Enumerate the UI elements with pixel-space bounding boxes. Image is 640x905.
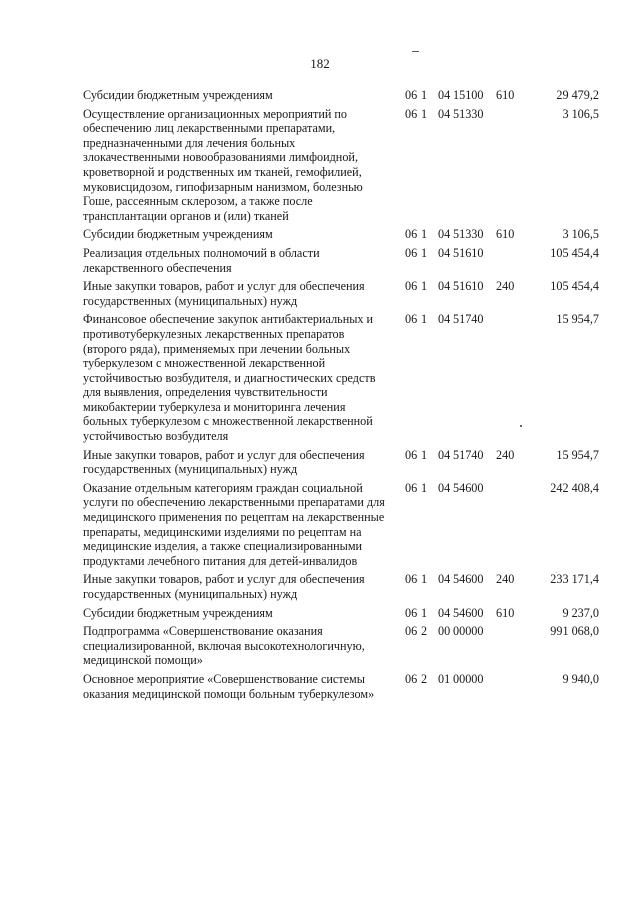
budget-table <box>83 88 599 705</box>
direction-code: 54600 <box>453 480 484 495</box>
subprogram-code: 1 <box>421 227 428 242</box>
program-code: 06 <box>405 671 418 686</box>
main-event-code: 04 <box>438 447 451 462</box>
row-amount: 3 106,5 <box>562 227 599 242</box>
table-row <box>83 88 599 103</box>
direction-code: 51610 <box>453 279 484 294</box>
main-event-code: 04 <box>438 605 451 620</box>
main-event-code: 04 <box>438 480 451 495</box>
subprogram-code: 2 <box>421 624 428 639</box>
table-row <box>83 481 599 569</box>
expense-type-code: 240 <box>496 447 515 462</box>
program-code: 06 <box>405 447 418 462</box>
row-name: Финансовое обеспечение закупок антибактериальных и противотуберкулезных лекарственных препаратов (второго ряда), применяемых при лечении больных туберкулезом с множественной лекарственной устойчивостью возбудителя, и диагностических средств для выявления, определения чувствительности микобактерии туберкулеза и мониторинга лечения больных туберкулезом с множественной лекарственной устойчивостью возбудителя <box>83 312 376 444</box>
table-row <box>83 279 599 308</box>
subprogram-code: 1 <box>421 447 428 462</box>
program-code: 06 <box>405 106 418 121</box>
table-row <box>83 672 599 701</box>
main-event-code: 04 <box>438 88 451 102</box>
row-name: Реализация отдельных полномочий в области лекарственного обеспечения <box>83 245 320 275</box>
direction-code: 51740 <box>453 312 484 327</box>
direction-code: 54600 <box>453 605 484 620</box>
direction-code: 54600 <box>453 572 484 587</box>
row-amount: 9 237,0 <box>562 605 599 620</box>
table-row <box>83 606 599 621</box>
table-row <box>83 448 599 477</box>
subprogram-code: 1 <box>421 312 428 327</box>
direction-code: 51330 <box>453 227 484 242</box>
row-name: Основное мероприятие «Совершенствование системы оказания медицинской помощи больным туберкулезом» <box>83 671 375 701</box>
row-name: Иные закупки товаров, работ и услуг для обеспечения государственных (муниципальных) нужд <box>83 279 365 308</box>
program-code: 06 <box>405 245 418 260</box>
expense-type-code: 240 <box>496 279 515 294</box>
table-row <box>83 227 599 242</box>
row-amount: 105 454,4 <box>550 245 599 260</box>
program-code: 06 <box>405 312 418 327</box>
scan-mark <box>412 51 419 52</box>
program-code: 06 <box>405 279 418 294</box>
row-amount: 15 954,7 <box>556 312 599 327</box>
subprogram-code: 1 <box>421 88 428 102</box>
expense-type-code: 610 <box>496 88 515 102</box>
row-name: Субсидии бюджетным учреждениям <box>83 605 273 620</box>
row-amount: 9 940,0 <box>562 671 599 686</box>
row-amount: 242 408,4 <box>550 480 599 495</box>
program-code: 06 <box>405 480 418 495</box>
subprogram-code: 1 <box>421 245 428 260</box>
main-event-code: 04 <box>438 572 451 587</box>
program-code: 06 <box>405 572 418 587</box>
row-amount: 15 954,7 <box>556 447 599 462</box>
expense-type-code: 610 <box>496 605 515 620</box>
row-name: Иные закупки товаров, работ и услуг для обеспечения государственных (муниципальных) нужд <box>83 572 365 601</box>
row-amount: 29 479,2 <box>556 88 599 102</box>
table-row <box>83 246 599 275</box>
row-name: Иные закупки товаров, работ и услуг для обеспечения государственных (муниципальных) нужд <box>83 447 365 477</box>
subprogram-code: 1 <box>421 572 428 587</box>
table-row <box>83 312 599 443</box>
page-number: 182 <box>310 56 330 71</box>
main-event-code: 00 <box>438 624 451 639</box>
subprogram-code: 1 <box>421 279 428 294</box>
row-amount: 105 454,4 <box>550 279 599 294</box>
subprogram-code: 2 <box>421 671 428 686</box>
direction-code: 00000 <box>453 671 484 686</box>
main-event-code: 01 <box>438 671 451 686</box>
row-name: Подпрограмма «Совершенствование оказания специализированной, включая высокотехнологичную, медицинской помощи» <box>83 624 365 668</box>
row-amount: 233 171,4 <box>550 572 599 587</box>
main-event-code: 04 <box>438 227 451 242</box>
subprogram-code: 1 <box>421 480 428 495</box>
direction-code: 15100 <box>453 88 484 102</box>
program-code: 06 <box>405 88 418 102</box>
row-name: Субсидии бюджетным учреждениям <box>83 227 273 242</box>
main-event-code: 04 <box>438 279 451 294</box>
row-amount: 991 068,0 <box>550 624 599 639</box>
expense-type-code: 610 <box>496 227 515 242</box>
table-row <box>83 107 599 224</box>
main-event-code: 04 <box>438 106 451 121</box>
direction-code: 51330 <box>453 106 484 121</box>
program-code: 06 <box>405 227 418 242</box>
subprogram-code: 1 <box>421 106 428 121</box>
table-row <box>83 624 599 668</box>
program-code: 06 <box>405 624 418 639</box>
row-amount: 3 106,5 <box>562 106 599 121</box>
table-row <box>83 572 599 601</box>
direction-code: 51610 <box>453 245 484 260</box>
row-name: Оказание отдельным категориям граждан социальной услуги по обеспечению лекарственными препаратами для медицинского применения по рецептам на лекарственные препараты, медицинскими изделиями по рецептам на медицинские изделия, а также специализированными продуктами лечебного питания для детей-инвалидов <box>83 480 385 568</box>
direction-code: 51740 <box>453 447 484 462</box>
subprogram-code: 1 <box>421 605 428 620</box>
program-code: 06 <box>405 605 418 620</box>
main-event-code: 04 <box>438 312 451 327</box>
row-name: Осуществление организационных мероприятий по обеспечению лиц лекарственными препаратами, предназначенными для лечения больных злокачественными новообразованиями лимфоидной, кроветворной и родственных им тканей, гемофилией, муковисцидозом, гипофизарным нанизмом, болезнью Гоше, рассеянным склерозом, а также после трансплантации органов и (или) тканей <box>83 106 363 223</box>
direction-code: 00000 <box>453 624 484 639</box>
expense-type-code: 240 <box>496 572 515 587</box>
row-name: Субсидии бюджетным учреждениям <box>83 88 273 102</box>
main-event-code: 04 <box>438 245 451 260</box>
